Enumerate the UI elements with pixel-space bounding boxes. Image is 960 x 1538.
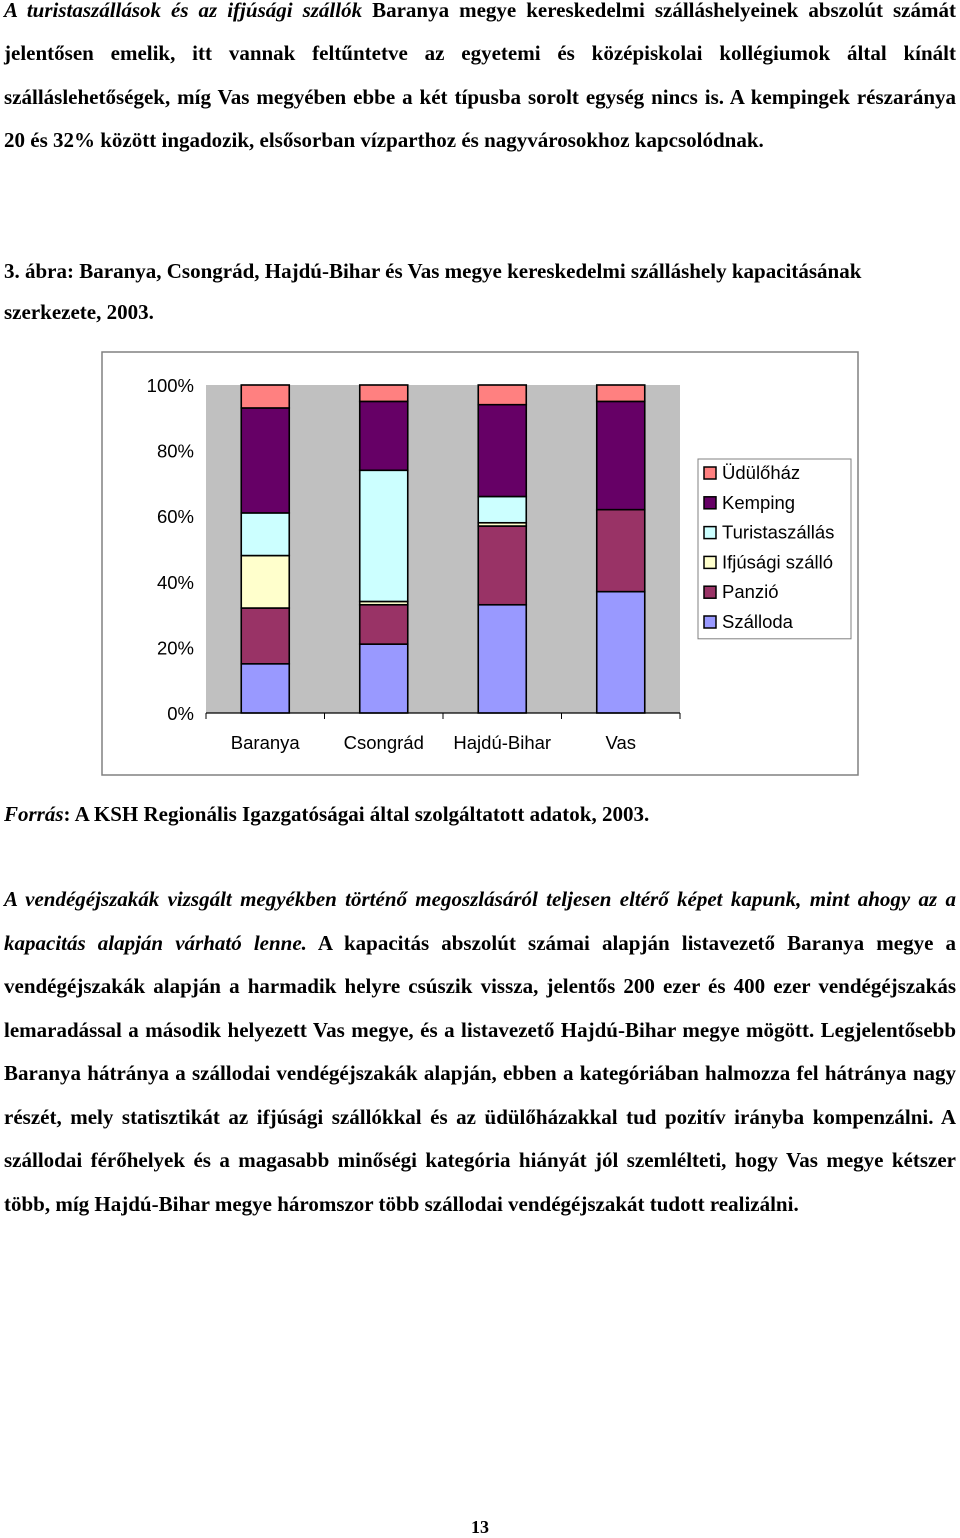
legend-label: Panzió <box>722 581 779 603</box>
intro-text: Baranya megye kereskedelmi szálláshelyeinek abszolút számát jelentősen emelik, itt vannak feltűntetve az egyetemi és középiskolai kollégiumok által kínált szálláslehetőségek, míg Vas megyében ebbe a két típusba sorolt egység nincs is. A kempingek részaránya 20 és 32% között ingadozik, elsősorban vízparthoz és nagyvárosokhoz kapcsolódnak. <box>4 0 956 153</box>
body-lead-italic: A vendégéjszakák vizsgált megyékben történő megoszlásáról teljesen eltérő képet kapunk, mint ahogy az a kapacitás alapján várható lenne. <box>4 887 956 955</box>
y-tick-label: 100% <box>146 375 194 396</box>
body-paragraph <box>4 878 956 1226</box>
bar-segment <box>478 605 526 713</box>
y-tick-label: 40% <box>156 571 194 593</box>
bar-segment <box>360 401 408 470</box>
bar-segment <box>241 385 289 408</box>
figure-caption: 3. ábra: Baranya, Csongrád, Hajdú-Bihar és Vas megye kereskedelmi szálláshely kapacitásának szerkezete, 2003. <box>4 259 862 324</box>
legend-swatch <box>704 527 716 539</box>
x-tick-label: Baranya <box>230 732 300 753</box>
legend-swatch <box>704 556 716 568</box>
source-text: : A KSH Regionális Igazgatóságai által szolgáltatott adatok, 2003. <box>63 802 650 826</box>
legend-label: Szálloda <box>722 611 793 632</box>
x-tick-label: Csongrád <box>343 732 424 753</box>
bar-segment <box>597 510 645 592</box>
bar-segment <box>241 664 289 713</box>
y-tick-label: 20% <box>156 637 194 659</box>
legend-swatch <box>704 586 716 598</box>
bar-segment <box>478 497 526 523</box>
legend-swatch <box>704 497 716 509</box>
bar-segment <box>478 405 526 497</box>
bar-segment <box>360 470 408 601</box>
bar-segment <box>241 608 289 664</box>
x-tick-label: Vas <box>605 732 637 753</box>
legend-label: Üdülőház <box>722 462 801 483</box>
legend-label: Kemping <box>722 491 796 513</box>
bar-segment <box>597 592 645 713</box>
body-text: A kapacitás abszolút számai alapján listavezető Baranya megye a vendégéjszakák alapján a harmadik helyre csúszik vissza, jelentős 200 ezer és 400 ezer vendégéjszakás lemaradással a második helyezett Vas megye, és a listavezető Hajdú-Bihar megye mögött. Legjelentősebb Baranya hátránya a szállodai vendégéjszakák alapján, ebben a kategóriában halmozza fel hátránya nagy részét, mely statisztikát az ifjúsági szállókkal és az üdülőházakkal tud pozitív irányba kompenzálni. A szállodai férőhelyek és a magasabb minőségi kategória hiányát jól szemlélteti, hogy Vas megye kétszer több, míg Hajdú-Bihar megye háromszor több szállodai vendégéjszakát tudott realizálni. <box>4 930 956 1216</box>
source-note <box>4 799 649 829</box>
bar-segment <box>360 644 408 713</box>
bar-segment <box>478 526 526 605</box>
legend-label: Turistaszállás <box>722 521 835 543</box>
bar-segment <box>597 385 645 401</box>
bar-segment <box>478 385 526 405</box>
source-label: Forrás <box>4 802 64 826</box>
bar-segment <box>241 556 289 608</box>
legend-swatch <box>704 616 716 628</box>
legend-label: Ifjúsági szálló <box>722 551 834 573</box>
page-number: 13 <box>471 1517 489 1537</box>
y-tick-label: 0% <box>167 703 194 724</box>
bar-segment <box>241 408 289 513</box>
y-tick-label: 60% <box>156 506 194 528</box>
bar-segment <box>597 401 645 509</box>
legend-swatch <box>704 467 716 479</box>
intro-lead-italic: A turistaszállások és az ifjúsági szállók <box>4 0 363 22</box>
bar-segment <box>360 385 408 401</box>
bar-segment <box>360 605 408 644</box>
y-tick-label: 80% <box>156 440 194 462</box>
bar-segment <box>241 513 289 556</box>
legend <box>698 459 851 639</box>
x-tick-label: Hajdú-Bihar <box>453 732 552 753</box>
